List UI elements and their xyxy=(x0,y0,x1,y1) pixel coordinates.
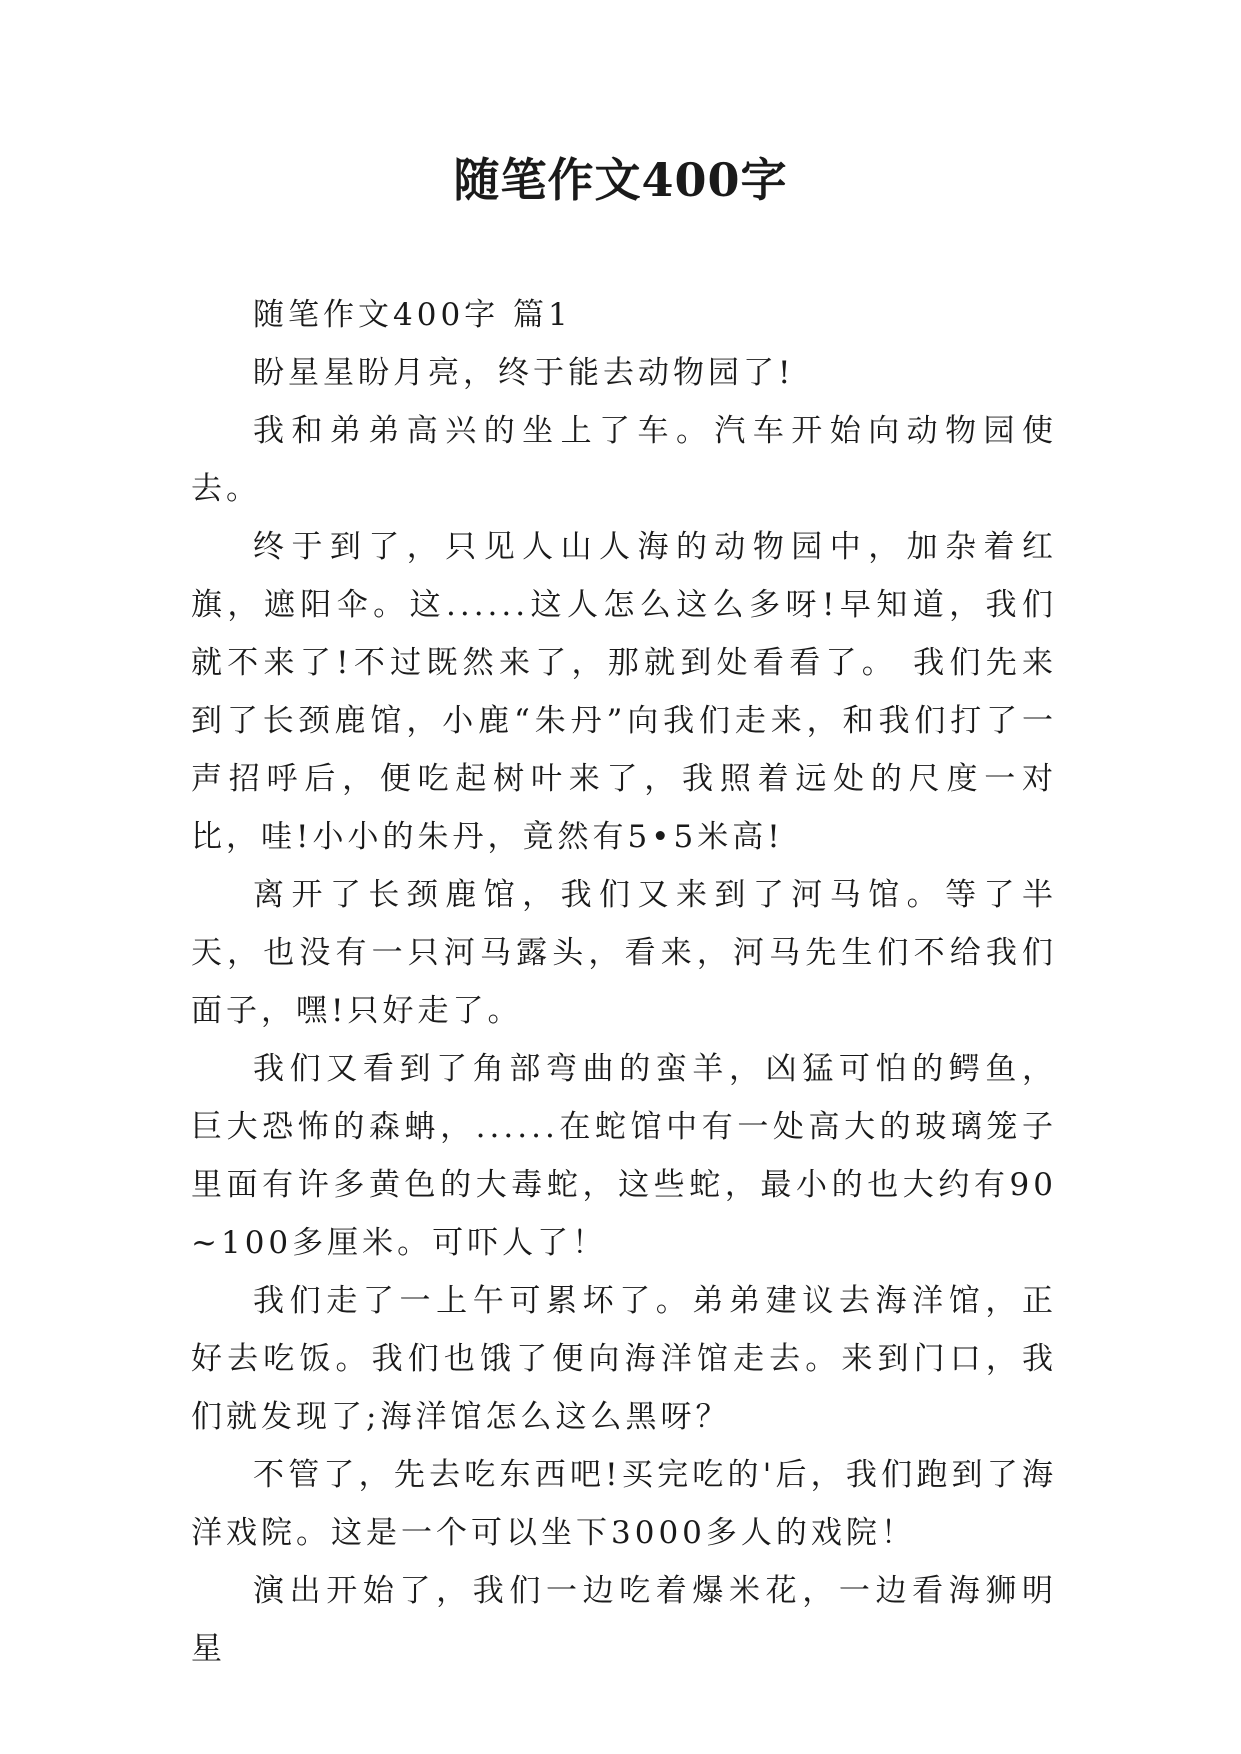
paragraph: 离开了长颈鹿馆，我们又来到了河马馆。等了半天，也没有一只河马露头，看来，河马先生们不给我们面子，嘿!只好走了。 xyxy=(191,877,1057,1029)
paragraph: 我们走了一上午可累坏了。弟弟建议去海洋馆，正好去吃饭。我们也饿了便向海洋馆走去。来到门口，我们就发现了;海洋馆怎么这么黑呀？ xyxy=(191,1283,1057,1435)
section-heading: 随笔作文400字 篇1 xyxy=(253,297,572,333)
paragraph: 不管了，先去吃东西吧!买完吃的'后，我们跑到了海洋戏院。这是一个可以坐下3000多人的戏院！ xyxy=(191,1457,1057,1551)
document-body xyxy=(191,286,1057,1678)
paragraph: 演出开始了，我们一边吃着爆米花，一边看海狮明星 xyxy=(191,1573,1057,1667)
paragraph: 盼星星盼月亮，终于能去动物园了! xyxy=(253,355,795,391)
paragraph: 我和弟弟高兴的坐上了车。汽车开始向动物园使去。 xyxy=(191,413,1057,507)
paragraph: 终于到了，只见人山人海的动物园中，加杂着红旗，遮阳伞。这......这人怎么这么多呀!早知道，我们就不来了!不过既然来了，那就到处看看了。 我们先来到了长颈鹿馆，小鹿“朱丹”向我们走来，和我们打了一声招呼后，便吃起树叶来了，我照着远处的尺度一对比，哇!小小的朱丹，竟然有5•5米高! xyxy=(191,529,1057,855)
paragraph: 我们又看到了角部弯曲的蛮羊，凶猛可怕的鳄鱼，巨大恐怖的森蚺，......在蛇馆中有一处高大的玻璃笼子里面有许多黄色的大毒蛇，这些蛇，最小的也大约有90~100多厘米。可吓人了！ xyxy=(191,1051,1057,1261)
document-title: 随笔作文400字 xyxy=(453,153,788,207)
